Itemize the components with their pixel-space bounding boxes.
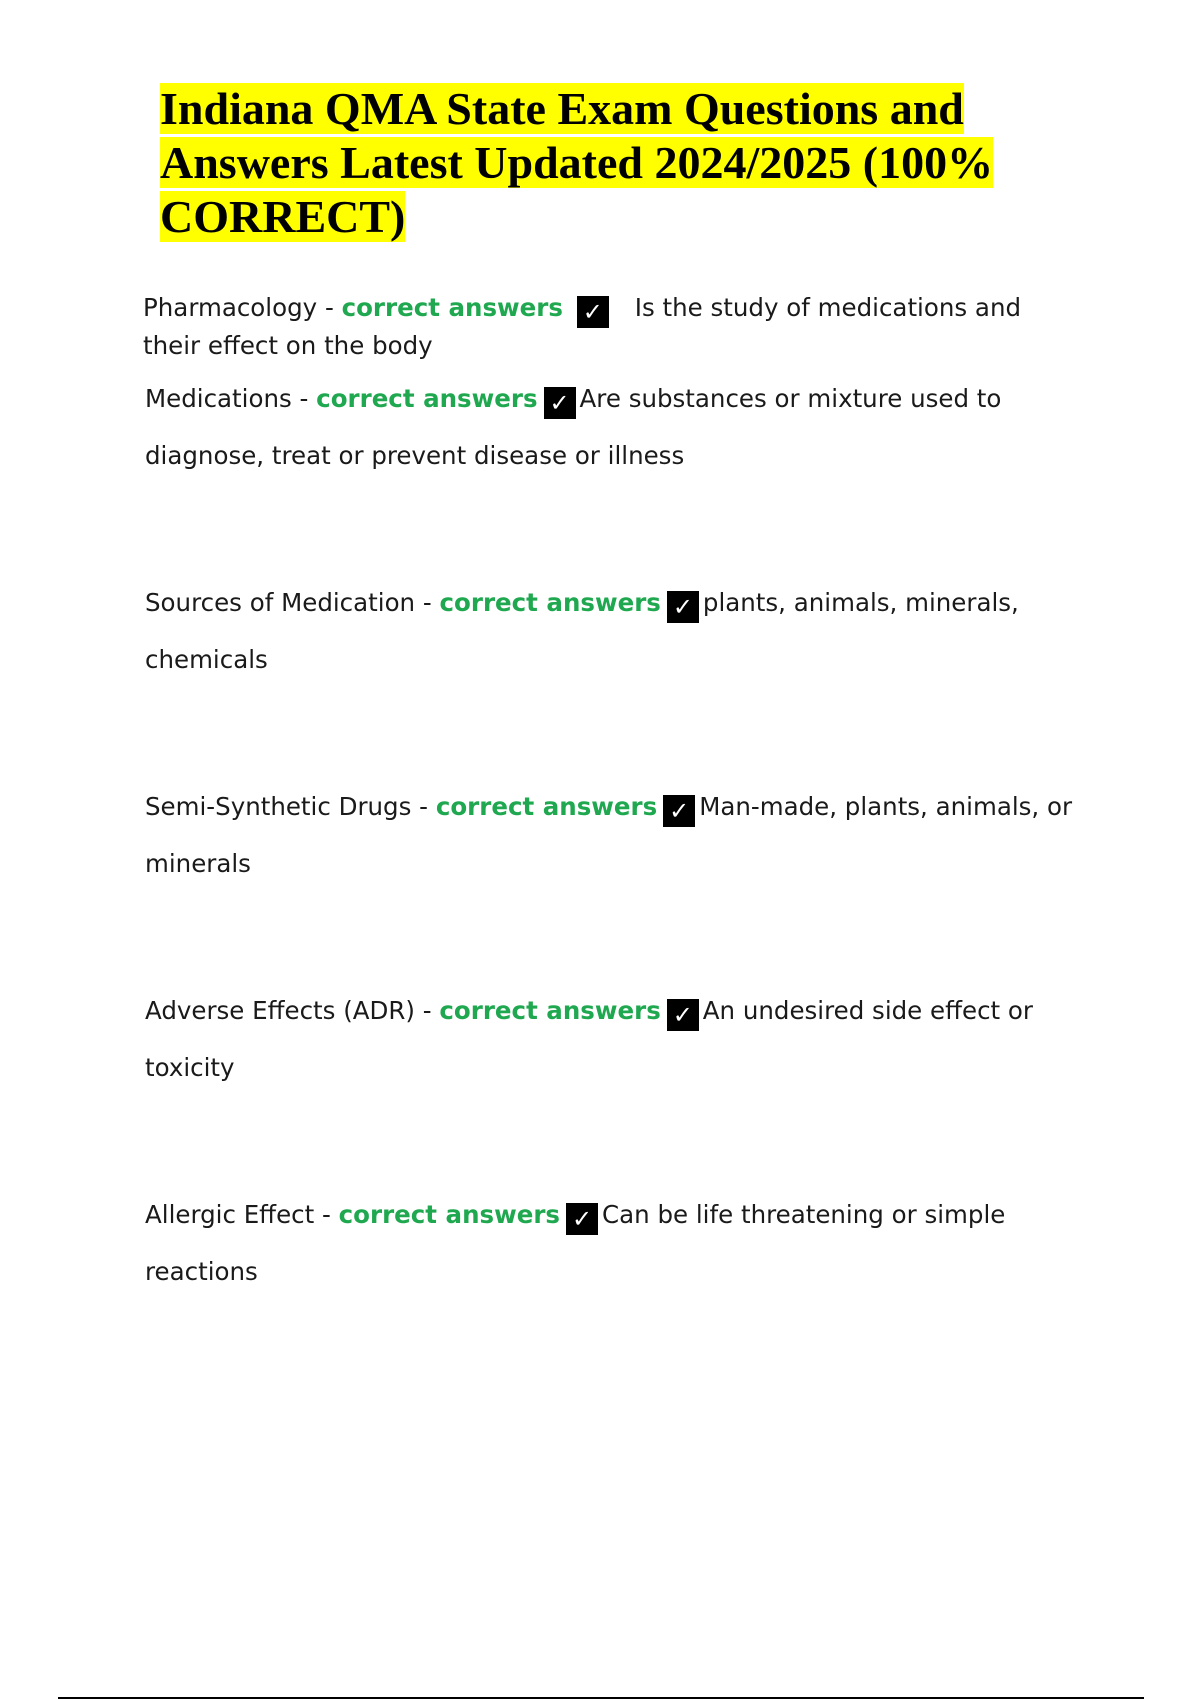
entry-definition: Are substances or mixture used to diagnose, treat or prevent disease or illness xyxy=(145,384,1002,470)
qa-entry: Adverse Effects (ADR) - correct answers ✓ An undesired side effect or toxicity xyxy=(145,996,1033,1082)
qa-entry: Sources of Medication - correct answers ✓ plants, animals, minerals, chemicals xyxy=(145,588,1019,674)
checkmark-icon: ✓ xyxy=(667,999,699,1031)
entry-definition: plants, animals, minerals, chemicals xyxy=(145,588,1019,674)
entry-definition: An undesired side effect or toxicity xyxy=(145,996,1033,1082)
document-title xyxy=(160,82,1060,244)
correct-answers-label: correct answers xyxy=(439,996,661,1025)
correct-answers-label: correct answers xyxy=(439,588,661,617)
correct-answers-label: correct answers xyxy=(341,293,563,322)
checkmark-icon: ✓ xyxy=(663,795,695,827)
entry-definition: Man-made, plants, animals, or minerals xyxy=(145,792,1073,878)
entry-term: Sources of Medication xyxy=(145,588,416,617)
checkmark-icon: ✓ xyxy=(566,1203,598,1235)
qa-entry: Pharmacology - correct answers ✓ Is the study of medications and their effect on the body xyxy=(143,293,1022,360)
correct-answers-label: correct answers xyxy=(435,792,658,821)
entry-term: Semi-Synthetic Drugs xyxy=(145,792,412,821)
entry-term: Adverse Effects (ADR) xyxy=(145,996,415,1025)
checkmark-icon: ✓ xyxy=(577,296,609,328)
entry-definition: Can be life threatening or simple reactions xyxy=(145,1200,1006,1286)
checkmark-icon: ✓ xyxy=(667,591,699,623)
qa-entry: Allergic Effect - correct answers ✓ Can be life threatening or simple reactions xyxy=(145,1200,1006,1286)
entry-term: Allergic Effect xyxy=(145,1200,315,1229)
correct-answers-label: correct answers xyxy=(316,384,538,413)
footer-divider xyxy=(58,1697,1144,1699)
title-text: Indiana QMA State Exam Questions and Answers Latest Updated 2024/2025 (100% CORRECT) xyxy=(160,83,994,242)
entry-term: Medications xyxy=(145,384,292,413)
qa-entry: Medications - correct answers ✓ Are substances or mixture used to diagnose, treat or prevent disease or illness xyxy=(145,384,1002,470)
entry-term: Pharmacology xyxy=(143,293,318,322)
entry-definition: Is the study of medications and their effect on the body xyxy=(143,293,1022,360)
correct-answers-label: correct answers xyxy=(338,1200,561,1229)
checkmark-icon: ✓ xyxy=(544,387,576,419)
qa-entry: Semi-Synthetic Drugs - correct answers ✓ Man-made, plants, animals, or minerals xyxy=(145,792,1073,878)
